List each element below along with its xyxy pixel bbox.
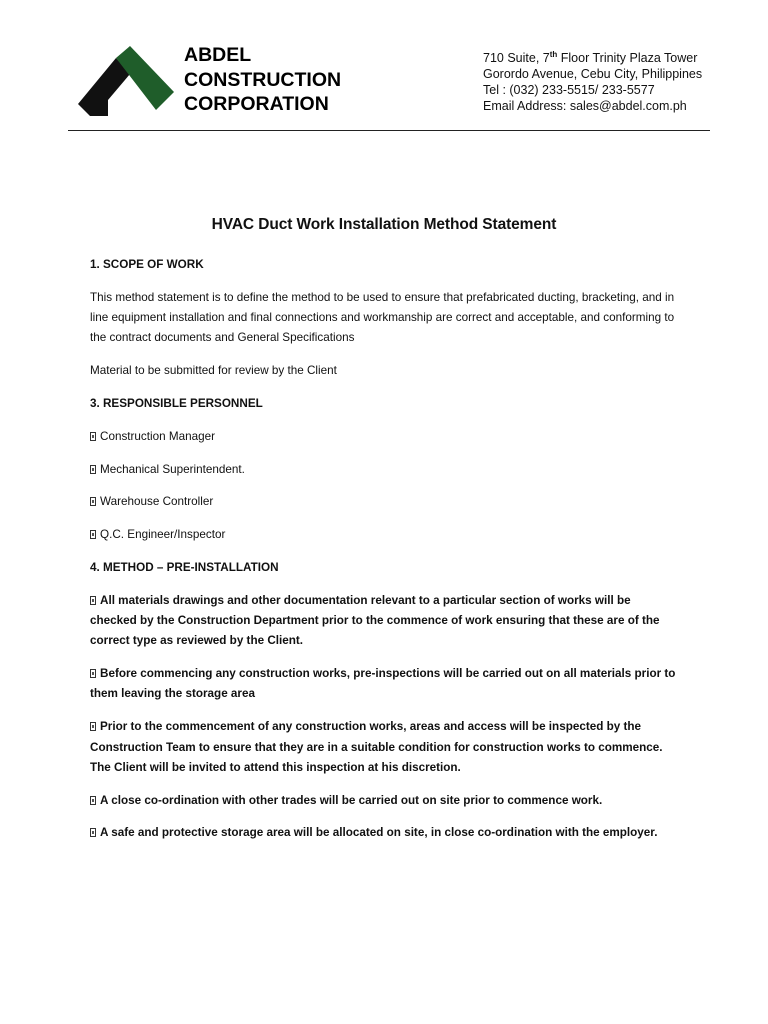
address-line-1-text: 710 Suite, 7 (483, 51, 550, 65)
personnel-item-label: Mechanical Superintendent. (100, 462, 245, 476)
company-name-line: CORPORATION (184, 93, 329, 115)
company-name-line: CONSTRUCTION (184, 68, 342, 91)
personnel-item (90, 492, 680, 512)
method-item (90, 717, 680, 778)
email-line: Email Address: sales@abdel.com.ph (483, 99, 687, 113)
bullet-icon (90, 596, 96, 605)
personnel-item (90, 427, 680, 447)
section-heading-personnel: 3. RESPONSIBLE PERSONNEL (90, 396, 263, 410)
bullet-icon (90, 497, 96, 506)
personnel-item (90, 460, 680, 480)
company-address (483, 50, 702, 114)
personnel-item-label: Q.C. Engineer/Inspector (100, 528, 226, 542)
header-divider (68, 130, 710, 131)
bullet-icon (90, 530, 96, 539)
document-body (90, 255, 680, 856)
method-item-text: Prior to the commencement of any construction works, areas and access will be inspected by the Construction Team to ensure that they are in a suitable condition for construction works to commence. The Client will be invited to attend this inspection at his discretion. (90, 720, 663, 774)
bullet-icon (90, 828, 96, 837)
address-line-1-text-end: Floor Trinity Plaza Tower (557, 51, 698, 65)
company-logo (78, 46, 174, 116)
scope-paragraph: This method statement is to define the method to be used to ensure that prefabricated ducting, bracketing, and in line equipment installation and final connections and workmanship are correct and acceptable, and conforming to the contract documents and General Specifications (90, 290, 675, 345)
company-name (184, 43, 341, 117)
method-item (90, 591, 680, 652)
logo-black-shape (78, 58, 130, 116)
method-item-text: A safe and protective storage area will be allocated on site, in close co-ordination with the employer. (100, 826, 658, 840)
company-name-line: ABDEL (184, 44, 252, 66)
personnel-item-label: Construction Manager (100, 429, 215, 443)
personnel-item-label: Warehouse Controller (100, 495, 214, 509)
document-title: HVAC Duct Work Installation Method Statement (211, 216, 557, 233)
personnel-item (90, 525, 680, 545)
bullet-icon (90, 669, 96, 678)
method-item-text: Before commencing any construction works, pre-inspections will be carried out on all materials prior to them leaving the storage area (90, 667, 676, 701)
section-heading-method: 4. METHOD – PRE-INSTALLATION (90, 560, 279, 574)
address-line-1 (483, 50, 702, 66)
method-item-text: A close co-ordination with other trades will be carried out on site prior to commence work. (100, 793, 603, 807)
phone-line: Tel : (032) 233-5515/ 233-5577 (483, 83, 655, 97)
method-item (90, 823, 680, 843)
bullet-icon (90, 796, 96, 805)
address-line-2: Gorordo Avenue, Cebu City, Philippines (483, 67, 703, 81)
bullet-icon (90, 722, 96, 731)
method-item-text: All materials drawings and other documentation relevant to a particular section of works will be checked by the Construction Department prior to the commence of work ensuring that these are of the correct type as reviewed by the Client. (90, 593, 660, 648)
method-item (90, 791, 680, 811)
section-heading-scope: 1. SCOPE OF WORK (90, 258, 204, 271)
bullet-icon (90, 465, 96, 474)
method-item (90, 664, 680, 705)
material-paragraph: Material to be submitted for review by the Client (90, 364, 337, 378)
address-line-1-superscript: th (549, 50, 558, 59)
bullet-icon (90, 432, 96, 441)
